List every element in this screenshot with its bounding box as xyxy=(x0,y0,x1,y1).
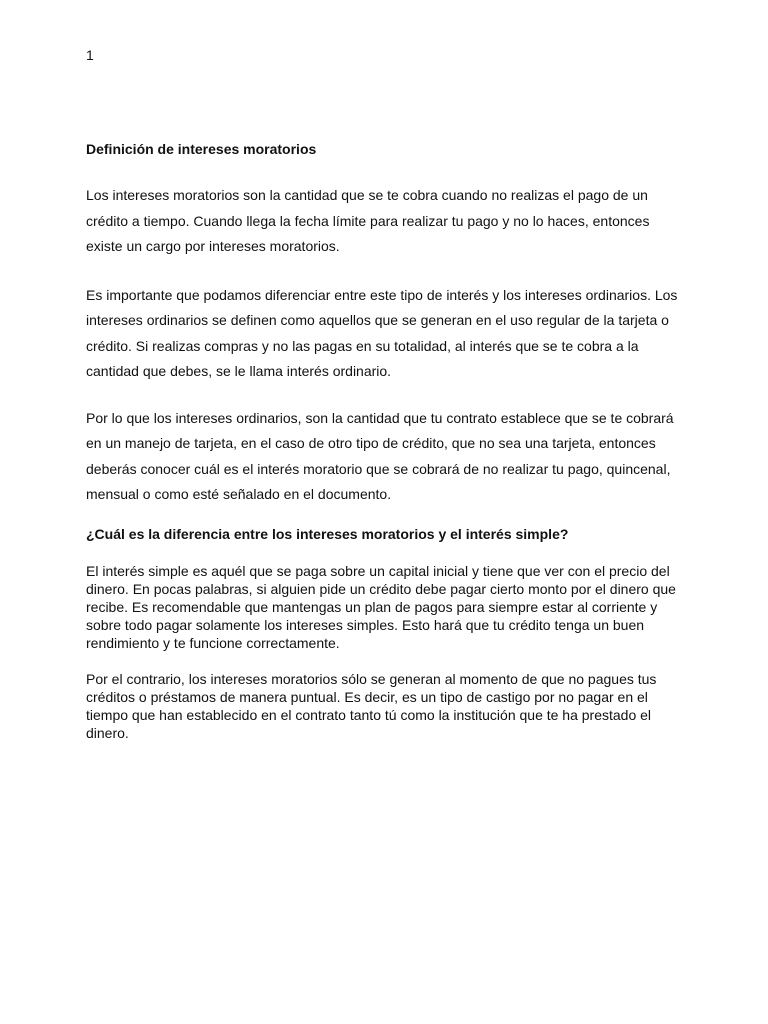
paragraph-4: El interés simple es aquél que se paga sobre un capital inicial y tiene que ver con el precio del dinero. En pocas palabras, si alguien pide un crédito debe pagar cierto monto por el dinero que recibe. Es recomendable que mantengas un plan de pagos para siempre estar al corriente y sobre todo pagar solamente los intereses simples. Esto hará que tu crédito tenga un buen rendimiento y te funcione correctamente. xyxy=(86,562,676,652)
section-heading-difference: ¿Cuál es la diferencia entre los intereses moratorios y el interés simple? xyxy=(86,525,569,542)
paragraph-5: Por el contrario, los intereses moratorios sólo se generan al momento de que no pagues tus créditos o préstamos de manera puntual. Es decir, es un tipo de castigo por no pagar en el tiempo que han establecido en el contrato tanto tú como la institución que te ha prestado el dinero. xyxy=(86,670,657,742)
section-difference-body xyxy=(86,562,686,743)
document-body xyxy=(86,139,686,742)
section-definition-body xyxy=(86,183,686,508)
section-heading-definition: Definición de intereses moratorios xyxy=(86,141,317,157)
paragraph-3: Por lo que los intereses ordinarios, son la cantidad que tu contrato establece que se te cobrará en un manejo de tarjeta, en el caso de otro tipo de crédito, que no sea una tarjeta, entonces deberás conocer cuál es el interés moratorio que se cobrará de no realizar tu pago, quincenal, mensual o como esté señalado en el documento. xyxy=(86,409,674,502)
paragraph-1: Los intereses moratorios son la cantidad que se te cobra cuando no realizas el pago de un crédito a tiempo. Cuando llega la fecha límite para realizar tu pago y no lo haces, entonces existe un cargo por intereses moratorios. xyxy=(86,187,650,254)
paragraph-2: Es importante que podamos diferenciar entre este tipo de interés y los intereses ordinarios. Los intereses ordinarios se definen como aquellos que se generan en el uso regular de la tarjeta o crédito. Si realizas compras y no las pagas en su totalidad, al interés que se te cobra a la cantidad que debes, se le llama interés ordinario. xyxy=(86,286,678,379)
page-number: 1 xyxy=(86,47,94,63)
